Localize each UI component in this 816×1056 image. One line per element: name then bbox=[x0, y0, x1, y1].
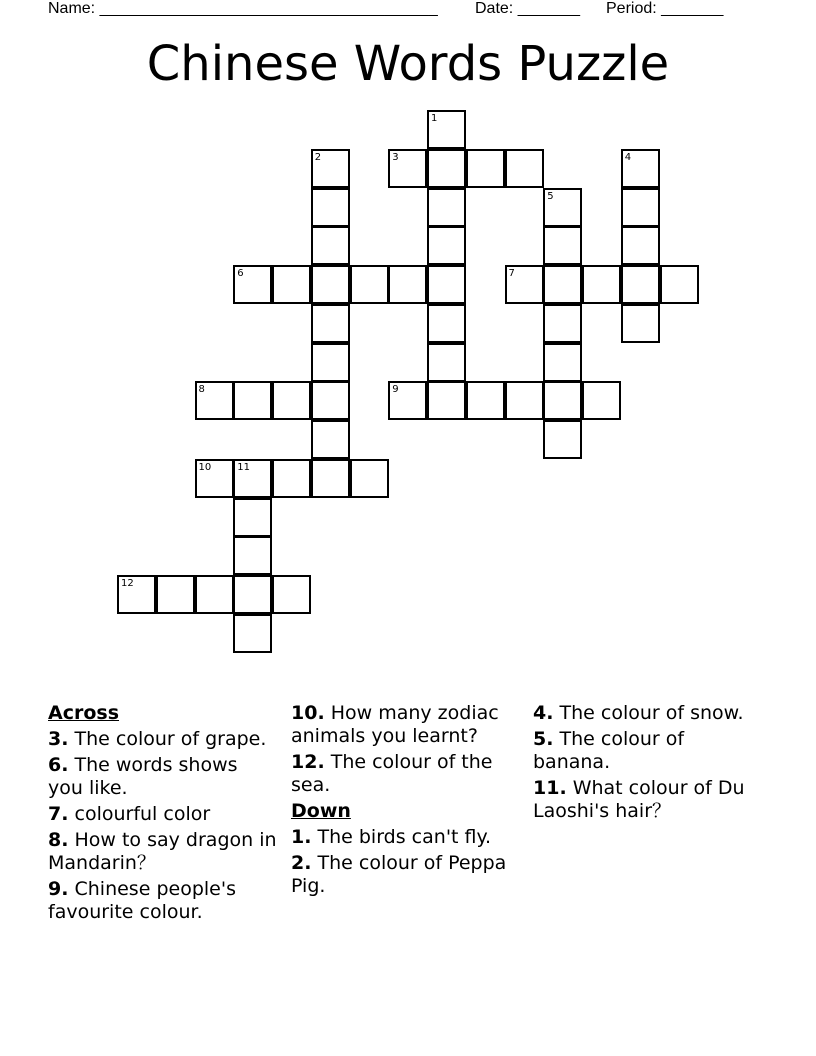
clue-number: 12. bbox=[291, 751, 325, 773]
grid-cell[interactable] bbox=[233, 459, 272, 498]
clue-text: Chinese people's favourite colour. bbox=[48, 878, 236, 923]
cell-number: 1 bbox=[431, 113, 438, 124]
grid-cell[interactable] bbox=[582, 381, 621, 420]
grid-cell[interactable] bbox=[350, 459, 389, 498]
clue-text: The colour of banana. bbox=[533, 728, 685, 773]
grid-cell[interactable] bbox=[311, 343, 350, 382]
cell-number: 6 bbox=[237, 268, 244, 279]
grid-cell[interactable] bbox=[233, 498, 272, 537]
clue-number: 4. bbox=[533, 702, 554, 724]
clue-text: The colour of grape. bbox=[68, 728, 267, 750]
clues-column-3 bbox=[533, 702, 763, 826]
grid-cell[interactable] bbox=[388, 381, 427, 420]
cell-number: 12 bbox=[121, 578, 134, 589]
grid-cell[interactable] bbox=[233, 614, 272, 653]
grid-cell[interactable] bbox=[621, 304, 660, 343]
grid-cell[interactable] bbox=[543, 343, 582, 382]
grid-cell[interactable] bbox=[466, 149, 505, 188]
across-clue bbox=[291, 751, 521, 797]
cell-number: 2 bbox=[314, 151, 322, 163]
down-clue bbox=[533, 777, 763, 823]
grid-cell[interactable] bbox=[427, 110, 466, 149]
grid-cell[interactable] bbox=[427, 226, 466, 265]
across-clue bbox=[48, 829, 278, 875]
grid-cell[interactable] bbox=[350, 265, 389, 304]
grid-cell[interactable] bbox=[388, 265, 427, 304]
grid-cell[interactable] bbox=[427, 265, 466, 304]
down-heading: Down bbox=[291, 800, 351, 822]
grid-cell[interactable] bbox=[311, 226, 350, 265]
clue-number: 6. bbox=[48, 754, 69, 776]
cell-number: 4 bbox=[624, 151, 632, 163]
clue-number: 2. bbox=[291, 852, 312, 874]
clue-number: 7. bbox=[48, 803, 69, 825]
grid-cell[interactable] bbox=[233, 265, 272, 304]
grid-cell[interactable] bbox=[388, 149, 427, 188]
grid-cell[interactable] bbox=[660, 265, 699, 304]
clue-number: 3. bbox=[48, 728, 69, 750]
grid-cell[interactable] bbox=[311, 304, 350, 343]
grid-cell[interactable] bbox=[272, 381, 311, 420]
grid-cell[interactable] bbox=[505, 149, 544, 188]
across-clue bbox=[48, 728, 278, 751]
grid-cell[interactable] bbox=[311, 188, 350, 227]
grid-cell[interactable] bbox=[621, 188, 660, 227]
grid-cell[interactable] bbox=[543, 265, 582, 304]
grid-cell[interactable] bbox=[195, 381, 234, 420]
grid-cell[interactable] bbox=[466, 381, 505, 420]
down-clue bbox=[291, 852, 521, 898]
page-title: Chinese Words Puzzle bbox=[146, 36, 670, 92]
cell-number: 11 bbox=[237, 461, 250, 473]
grid-cell[interactable] bbox=[311, 381, 350, 420]
grid-cell[interactable] bbox=[582, 265, 621, 304]
date-field[interactable]: Date: _______ bbox=[475, 0, 580, 17]
cell-number: 9 bbox=[392, 384, 399, 396]
grid-cell[interactable] bbox=[233, 536, 272, 575]
clues-column-2 bbox=[291, 702, 521, 901]
grid-cell[interactable] bbox=[233, 575, 272, 614]
crossword-grid bbox=[117, 110, 701, 655]
down-clue bbox=[291, 826, 521, 849]
grid-cell[interactable] bbox=[195, 459, 234, 498]
grid-cell[interactable] bbox=[543, 304, 582, 343]
clue-text: What colour of Du Laoshi's hair？ bbox=[533, 777, 745, 822]
clue-text: The colour of snow. bbox=[553, 702, 744, 724]
across-clue bbox=[48, 878, 278, 924]
header bbox=[48, 0, 748, 20]
grid-cell[interactable] bbox=[117, 575, 156, 614]
period-field[interactable]: Period: _______ bbox=[606, 0, 724, 17]
grid-cell[interactable] bbox=[621, 265, 660, 304]
cell-number: 3 bbox=[392, 151, 399, 163]
grid-cell[interactable] bbox=[272, 265, 311, 304]
clue-number: 5. bbox=[533, 728, 554, 750]
name-field[interactable]: Name: ______________________________________ bbox=[48, 0, 438, 17]
grid-cell[interactable] bbox=[427, 343, 466, 382]
grid-cell[interactable] bbox=[543, 188, 582, 227]
grid-cell[interactable] bbox=[543, 226, 582, 265]
grid-cell[interactable] bbox=[621, 226, 660, 265]
grid-cell[interactable] bbox=[311, 265, 350, 304]
clue-text: The words shows you like. bbox=[48, 754, 238, 799]
clue-text: How many zodiac animals you learnt? bbox=[291, 702, 499, 747]
clue-number: 9. bbox=[48, 878, 69, 900]
cell-number: 10 bbox=[198, 461, 212, 473]
clues-column-1 bbox=[48, 702, 278, 927]
grid-cell[interactable] bbox=[621, 149, 660, 188]
grid-cell[interactable] bbox=[505, 265, 544, 304]
grid-cell[interactable] bbox=[272, 459, 311, 498]
grid-cell[interactable] bbox=[311, 149, 350, 188]
grid-cell[interactable] bbox=[505, 381, 544, 420]
across-heading: Across bbox=[48, 702, 120, 724]
clue-number: 1. bbox=[291, 826, 312, 848]
cell-number: 5 bbox=[547, 190, 554, 202]
grid-cell[interactable] bbox=[543, 381, 582, 420]
clue-number: 10. bbox=[291, 702, 325, 724]
grid-cell[interactable] bbox=[272, 575, 311, 614]
clue-text: colourful color bbox=[68, 803, 211, 825]
grid-cell[interactable] bbox=[195, 575, 234, 614]
cell-number: 7 bbox=[508, 268, 515, 279]
clue-number: 8. bbox=[48, 829, 69, 851]
grid-cell[interactable] bbox=[156, 575, 195, 614]
across-clue bbox=[48, 803, 278, 826]
cell-number: 8 bbox=[198, 384, 205, 396]
grid-cell[interactable] bbox=[311, 459, 350, 498]
grid-cell[interactable] bbox=[427, 149, 466, 188]
grid-cell[interactable] bbox=[427, 188, 466, 227]
grid-cell[interactable] bbox=[311, 420, 350, 459]
across-clue bbox=[291, 702, 521, 748]
clue-text: The colour of Peppa Pig. bbox=[291, 852, 507, 897]
clues-section bbox=[48, 702, 768, 962]
down-clue bbox=[533, 702, 763, 725]
grid-cell[interactable] bbox=[427, 304, 466, 343]
grid-cell[interactable] bbox=[427, 381, 466, 420]
grid-cell[interactable] bbox=[543, 420, 582, 459]
clue-number: 11. bbox=[533, 777, 567, 799]
clue-text: How to say dragon in Mandarin？ bbox=[48, 829, 277, 874]
clue-text: The birds can't fly. bbox=[311, 826, 492, 848]
down-clue bbox=[533, 728, 763, 774]
clue-text: The colour of the sea. bbox=[291, 751, 493, 796]
across-clue bbox=[48, 754, 278, 800]
grid-cell[interactable] bbox=[233, 381, 272, 420]
